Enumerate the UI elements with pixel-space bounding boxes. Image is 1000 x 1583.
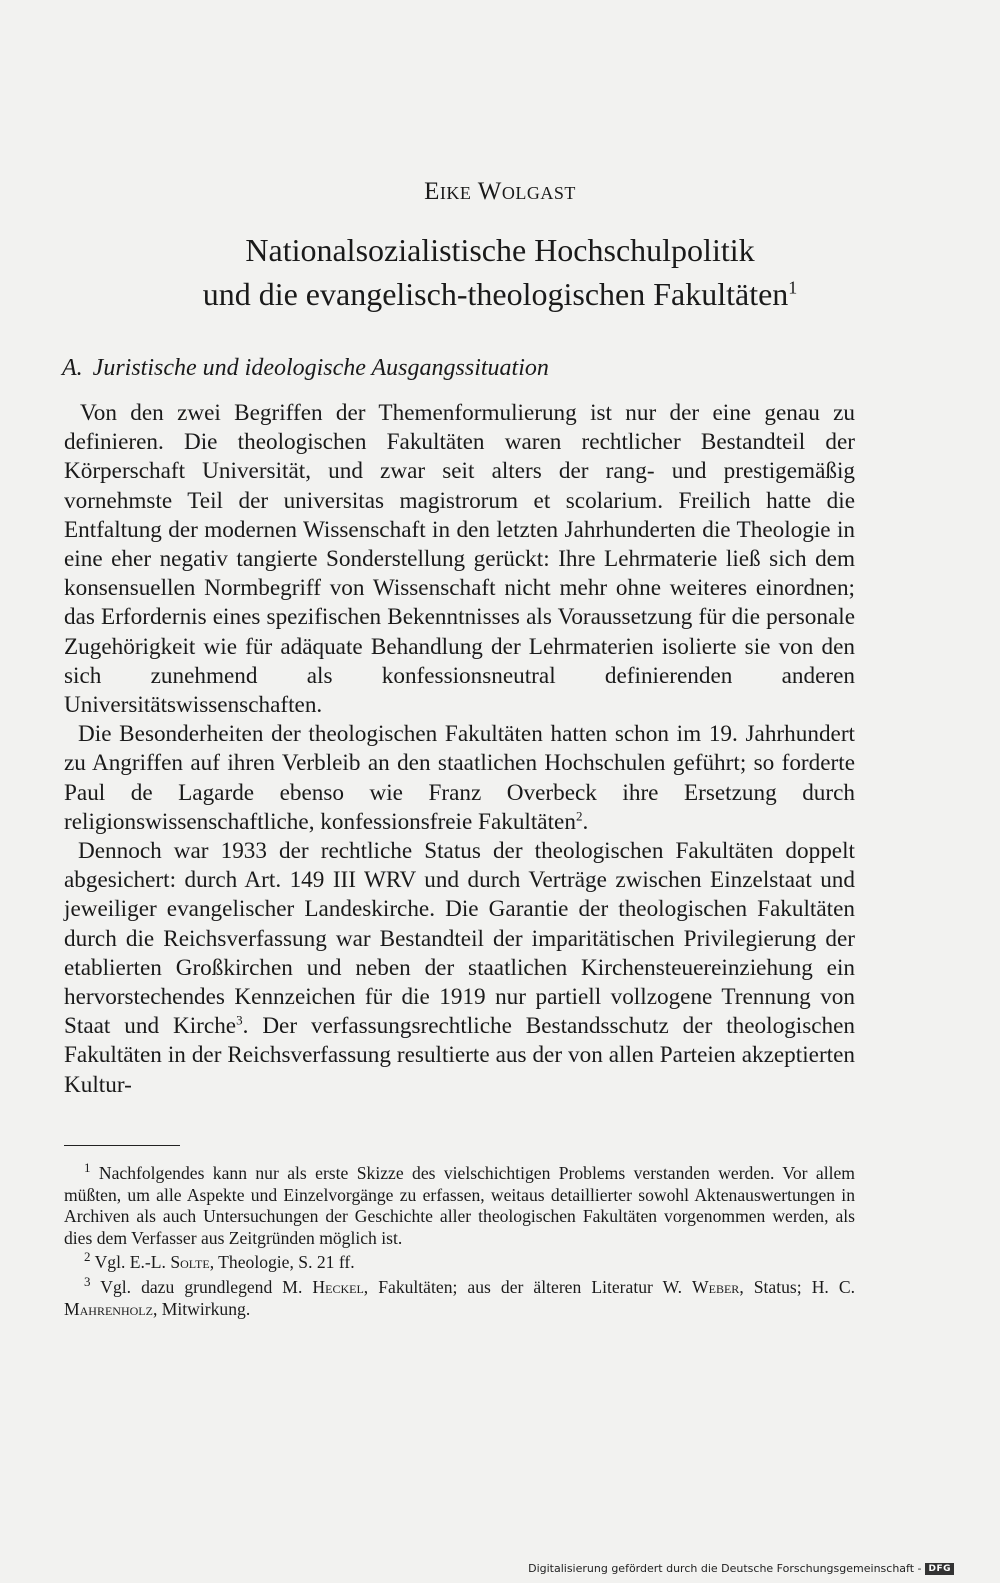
footnote-2: [64, 1249, 855, 1274]
footnote-marker-3[interactable]: 3: [236, 1012, 243, 1028]
paragraph-3-text-a: Dennoch war 1933 der rechtliche Status der theologischen Fakultäten doppelt abgesichert: durch Art. 149 III WRV und durch Verträge zwischen Einzelstaat und jeweiliger evangelischer Landeskirche. Die Garantie der theologischen Fakultäten durch die Reichsverfassung war Bestandteil der imparitätischen Privilegierung der etablierten Großkirchen und neben der staatlichen Kirchensteuereinziehung ein hervorstechendes Kennzeichen für die 1919 nur partiell vollzogene Trennung von Staat und Kirche: [64, 838, 855, 1040]
footnote-3-author-3: Mahrenholz: [64, 1298, 153, 1319]
footnote-3-author-2: Weber: [692, 1276, 740, 1297]
paragraph-1: Von den zwei Begriffen der Themenformulierung ist nur der eine genau zu definieren. Die theologischen Fakultäten waren rechtlicher Bestandteil der Körperschaft Universität, und zwar seit alters der rang- und prestigemäßig vornehmste Teil der universitas magistrorum et scolarium. Freilich hatte die Entfaltung der modernen Wissenschaft in den letzten Jahrhunderten die Theologie in eine eher negativ tangierte Sonderstellung gerückt: Ihre Lehrmaterie ließ sich dem konsensuellen Normbegriff von Wissenschaft nicht mehr ohne weiteres einordnen; das Erfordernis eines spezifischen Bekenntnisses als Voraussetzung für die personale Zugehörigkeit wie für adäquate Behandlung der Lehrmaterien isolierte sie von den sich zunehmend als konfessionsneutral definierenden anderen Universitätswissenschaften.: [64, 400, 855, 719]
footnote-divider: [64, 1145, 180, 1146]
footnote-3-post: , Mitwirkung.: [152, 1298, 251, 1319]
footnote-3-pre: Vgl. dazu grundlegend M.: [100, 1276, 303, 1297]
footnote-3-mid-2: , Status; H. C.: [739, 1276, 855, 1297]
paragraph-2: [64, 720, 855, 837]
paragraph-3: [64, 837, 855, 1100]
paragraph-2-end: .: [582, 808, 589, 835]
footnote-3-number: 3: [84, 1274, 91, 1290]
author-name: [0, 178, 1000, 206]
article-title: [0, 228, 1000, 316]
title-footnote-marker[interactable]: 1: [788, 277, 798, 298]
credit-text: Digitalisierung gefördert durch die Deutsche Forschungsgemeinschaft -: [528, 1562, 922, 1575]
section-heading: [62, 355, 549, 382]
footnote-2-pre: Vgl. E.-L.: [94, 1252, 166, 1273]
section-letter: A.: [62, 355, 83, 381]
footnote-2-post: , Theologie, S. 21 ff.: [209, 1252, 355, 1273]
footnote-2-number: 2: [84, 1249, 91, 1265]
footnote-3-mid-1: , Fakultäten; aus der älteren Literatur W.: [363, 1276, 682, 1297]
digitization-credit: [528, 1562, 954, 1575]
footnote-3: [64, 1274, 855, 1320]
paragraph-2-text: Die Besonderheiten der theologischen Fakultäten hatten schon im 19. Jahrhundert zu Angriffen auf ihren Verbleib an den staatlichen Hochschulen geführt; so forderte Paul de Lagarde ebenso wie Franz Overbeck ihre Ersetzung durch religionswissenschaftliche, konfessionsfreie Fakultäten: [64, 721, 855, 835]
footnote-1-number: 1: [84, 1160, 91, 1176]
footnote-3-author-1: Heckel: [312, 1276, 364, 1297]
author-last-name: Wolgast: [477, 178, 576, 205]
footnotes: [64, 1160, 855, 1320]
title-line-2: [0, 272, 1000, 316]
dfg-logo-icon: DFG: [925, 1563, 954, 1575]
section-title: Juristische und ideologische Ausgangssituation: [92, 355, 549, 381]
title-line-1: Nationalsozialistische Hochschulpolitik: [245, 232, 755, 268]
footnote-1-text: Nachfolgendes kann nur als erste Skizze des vielschichtigen Problems verstanden werden. Vor allem müßten, um alle Aspekte und Einzelvorgänge zu erfassen, weitaus detaillierter sowohl Aktenauswertungen in Archiven als auch Untersuchungen der Geschichte aller theologischen Fakultäten vorgenommen werden, als dies dem Verfasser aus Zeitgründen möglich ist.: [64, 1163, 855, 1248]
footnote-1: [64, 1160, 855, 1249]
title-line-2-text: und die evangelisch-theologischen Fakultäten: [202, 276, 789, 312]
body-text: [64, 399, 855, 1100]
author-first-name: Eike: [424, 178, 472, 205]
footnote-2-author: Solte: [170, 1252, 210, 1273]
footnote-marker-2[interactable]: 2: [575, 808, 583, 824]
paragraph-3-text-b: . Der verfassungsrechtliche Bestandsschutz der theologischen Fakultäten in der Reichsverfassung resultierte aus der von allen Parteien akzeptierten Kultur-: [64, 1013, 856, 1098]
